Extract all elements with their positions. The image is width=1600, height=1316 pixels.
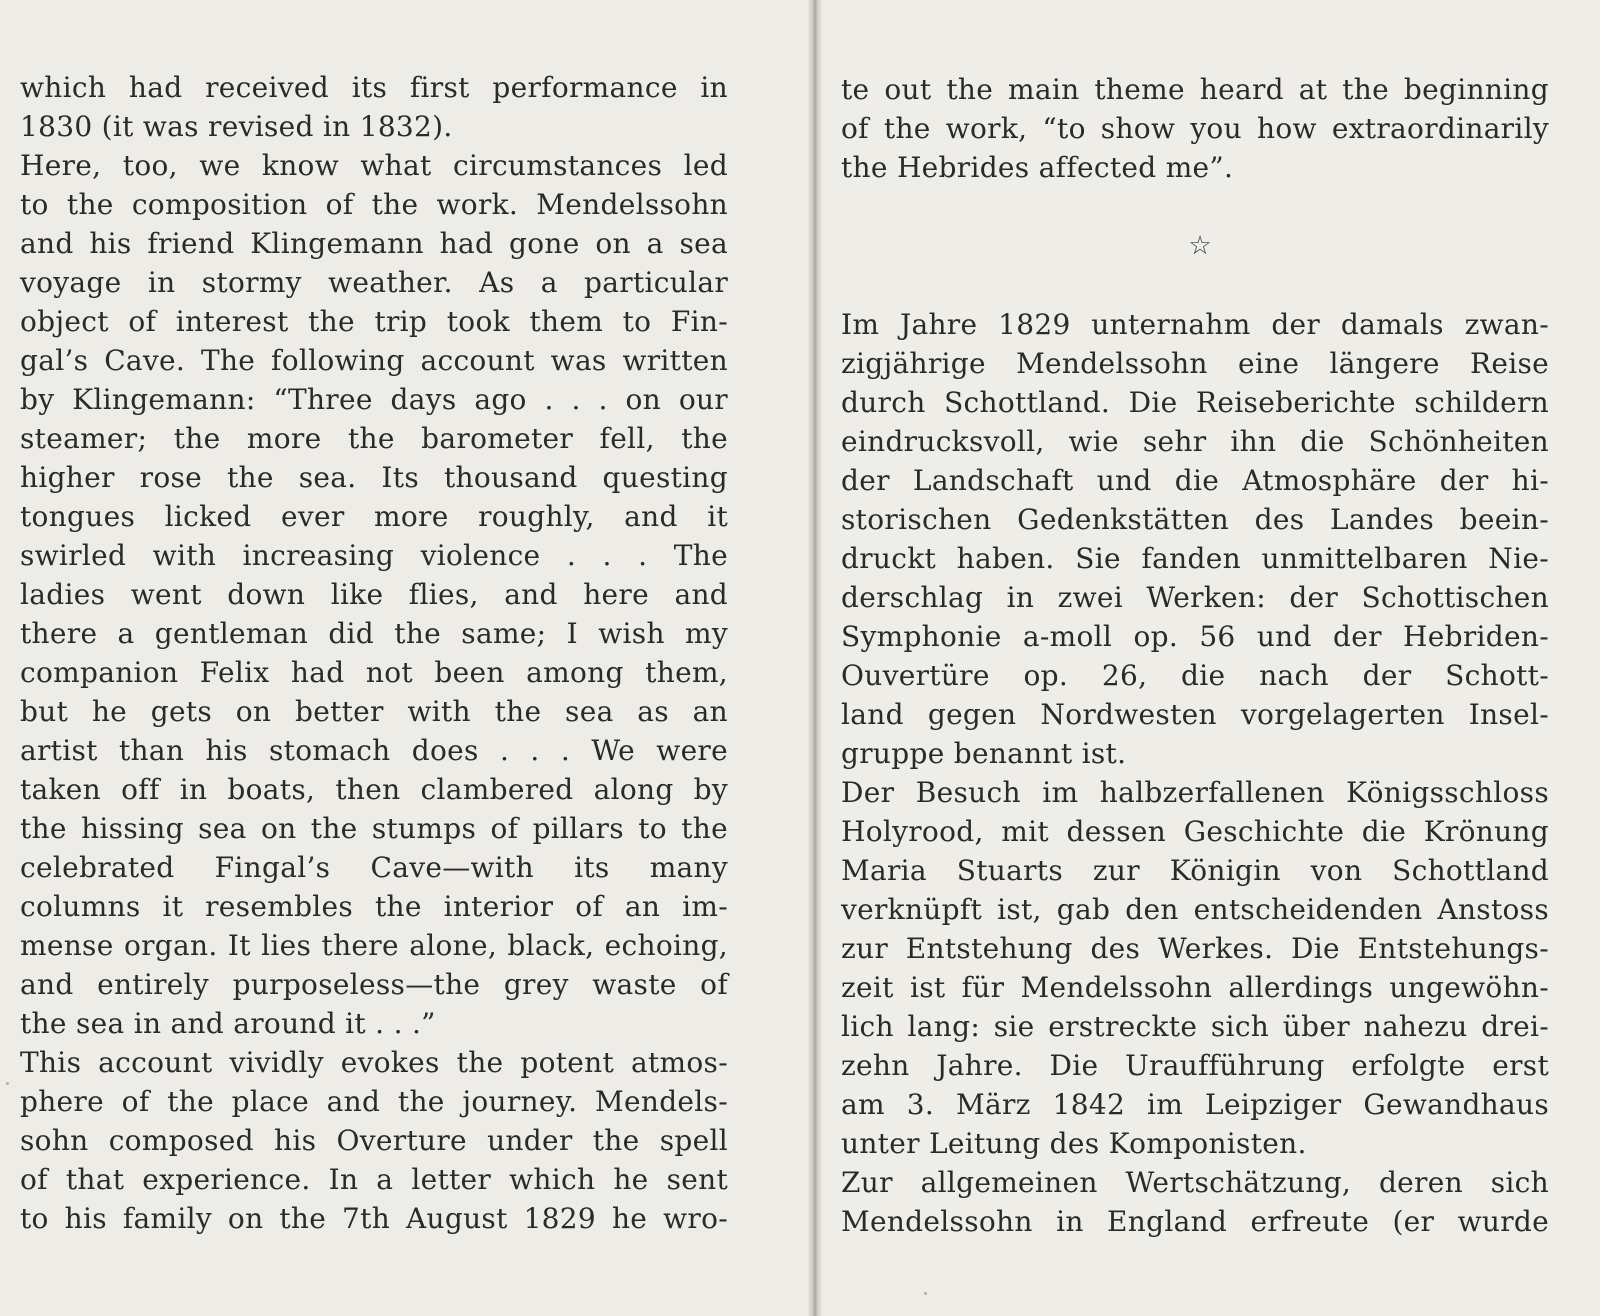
- text-line: zigjährige Mendelssohn eine längere Reise: [841, 347, 1549, 380]
- text-line: and his friend Klingemann had gone on a sea: [20, 227, 728, 260]
- text-line: der Landschaft und die Atmosphäre der hi-: [841, 464, 1549, 497]
- text-line: by Klingemann: “Three days ago . . . on our: [20, 383, 728, 416]
- text-line: durch Schottland. Die Reiseberichte schildern: [841, 386, 1549, 419]
- text-line: Zur allgemeinen Wertschätzung, deren sich: [841, 1166, 1549, 1199]
- text-line: Mendelssohn in England erfreute (er wurde: [841, 1205, 1549, 1238]
- text-line: Der Besuch im halbzerfallenen Königsschloss: [841, 776, 1549, 809]
- text-line: derschlag in zwei Werken: der Schottischen: [841, 581, 1549, 614]
- text-line: celebrated Fingal’s Cave—with its many: [20, 851, 728, 884]
- text-line: steamer; the more the barometer fell, the: [20, 422, 728, 455]
- text-line: 1830 (it was revised in 1832).: [20, 110, 453, 143]
- text-line: This account vividly evokes the potent atmos-: [20, 1046, 728, 1079]
- left-page-text: [20, 68, 728, 1238]
- text-line: unter Leitung des Komponisten.: [841, 1127, 1307, 1160]
- text-line: object of interest the trip took them to Fin-: [20, 305, 728, 338]
- text-line: gal’s Cave. The following account was written: [20, 344, 728, 377]
- page-fold: [808, 0, 822, 1316]
- text-line: the sea in and around it . . .”: [20, 1007, 436, 1040]
- text-line: voyage in stormy weather. As a particular: [20, 266, 728, 299]
- text-line: druckt haben. Sie fanden unmittelbaren Nie-: [841, 542, 1549, 575]
- text-line: mense organ. It lies there alone, black, echoing,: [20, 929, 728, 962]
- text-line: and entirely purposeless—the grey waste of: [20, 968, 728, 1001]
- paper-speck: [924, 1292, 927, 1295]
- star-divider-icon: ☆: [1188, 231, 1212, 261]
- text-line: lich lang: sie erstreckte sich über nahezu drei-: [841, 1010, 1549, 1043]
- text-line: zur Entstehung des Werkes. Die Entstehungs-: [841, 932, 1549, 965]
- text-line: there a gentleman did the same; I wish my: [20, 617, 728, 650]
- text-line: phere of the place and the journey. Mendels-: [20, 1085, 728, 1118]
- text-line: te out the main theme heard at the beginning: [841, 73, 1549, 106]
- text-line: of that experience. In a letter which he sent: [20, 1163, 728, 1196]
- right-page-text: [841, 70, 1549, 1241]
- text-line: higher rose the sea. Its thousand questing: [20, 461, 728, 494]
- text-line: but he gets on better with the sea as an: [20, 695, 728, 728]
- text-line: zehn Jahre. Die Uraufführung erfolgte erst: [841, 1049, 1549, 1082]
- text-line: Im Jahre 1829 unternahm der damals zwan-: [841, 308, 1549, 341]
- text-line: to the composition of the work. Mendelssohn: [20, 188, 728, 221]
- text-line: which had received its first performance in: [20, 71, 728, 104]
- text-line: am 3. März 1842 im Leipziger Gewandhaus: [841, 1088, 1549, 1121]
- text-line: taken off in boats, then clambered along by: [20, 773, 728, 806]
- text-line: companion Felix had not been among them,: [20, 656, 728, 689]
- text-line: the Hebrides affected me”.: [841, 151, 1234, 184]
- text-line: eindrucksvoll, wie sehr ihn die Schönheiten: [841, 425, 1549, 458]
- text-line: Symphonie a-moll op. 56 und der Hebriden-: [841, 620, 1549, 653]
- text-line: storischen Gedenkstätten des Landes beein-: [841, 503, 1549, 536]
- text-line: the hissing sea on the stumps of pillars to the: [20, 812, 728, 845]
- text-line: Ouvertüre op. 26, die nach der Schott-: [841, 659, 1549, 692]
- text-line: Holyrood, mit dessen Geschichte die Krönung: [841, 815, 1549, 848]
- text-line: Here, too, we know what circumstances led: [20, 149, 728, 182]
- paper-speck: [6, 1082, 9, 1085]
- text-line: tongues licked ever more roughly, and it: [20, 500, 728, 533]
- text-line: columns it resembles the interior of an im-: [20, 890, 728, 923]
- text-line: Maria Stuarts zur Königin von Schottland: [841, 854, 1549, 887]
- text-line: of the work, “to show you how extraordinarily: [841, 112, 1549, 145]
- text-line: ladies went down like flies, and here and: [20, 578, 728, 611]
- text-line: land gegen Nordwesten vorgelagerten Insel-: [841, 698, 1549, 731]
- text-line: sohn composed his Overture under the spell: [20, 1124, 728, 1157]
- text-line: swirled with increasing violence . . . The: [20, 539, 728, 572]
- section-gap: [841, 187, 1549, 305]
- text-line: gruppe benannt ist.: [841, 737, 1127, 770]
- text-line: zeit ist für Mendelssohn allerdings ungewöhn-: [841, 971, 1549, 1004]
- text-line: to his family on the 7th August 1829 he wro-: [20, 1202, 728, 1235]
- text-line: verknüpft ist, gab den entscheidenden Anstoss: [841, 893, 1549, 926]
- text-line: artist than his stomach does . . . We were: [20, 734, 728, 767]
